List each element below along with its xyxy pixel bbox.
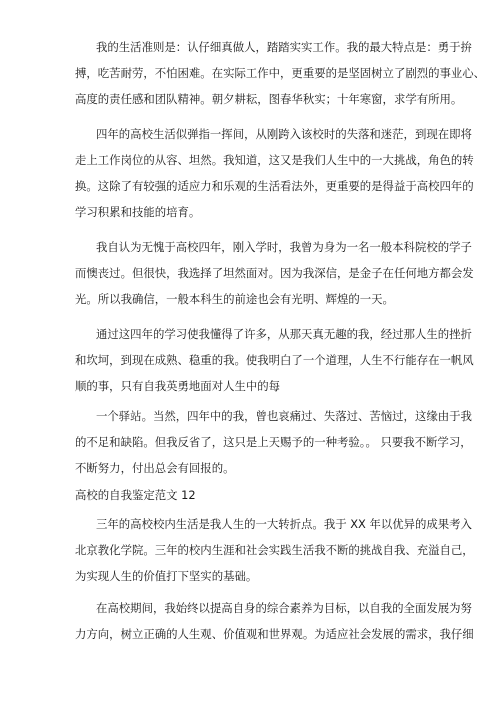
text-line: 学习积累和技能的培育。 xyxy=(75,205,201,219)
text-line: 光。所以我确信，一般本科生的前途也会有光明、辉煌的一天。 xyxy=(75,292,394,306)
text-line: 在高校期间，我始终以提高自身的综合素养为目标，以自我的全面发展为努 xyxy=(96,601,472,615)
text-line: 四年的高校生活似弹指一挥间，从刚跨入该校时的失落和迷茫，到现在即将 xyxy=(96,127,472,141)
text-line: 高度的责任感和团队精神。朝夕耕耘，图春华秋实；十年寒窗，求学有所用。 xyxy=(75,92,463,106)
text-line: 北京教化学院。三年的校内生涯和社会实践生活我不断的挑战自我、充溢自己， xyxy=(75,543,474,557)
text-line: 我自认为无愧于高校四年，刚入学时，我曾为身为一名一般本科院校的学子 xyxy=(96,240,472,254)
text-line: 的不足和缺陷。但我反省了，这只是上天赐予的一种考验。。 只要我不断学习， xyxy=(75,435,472,449)
text-line: 而懊丧过。但很快，我选择了坦然面对。因为我深信，是金子在任何地方都会发 xyxy=(75,266,474,280)
text-line: 不断努力，付出总会有回报的。 xyxy=(75,461,235,475)
text-line: 我的生活准则是：认仔细真做人，踏踏实实工作。我的最大特点是：勇于拚 xyxy=(96,40,472,54)
text-line: 三年的高校校内生活是我人生的一大转折点。我于 XX 年以优异的成果考入 xyxy=(96,517,472,531)
text-line: 为实现人生的价值打下坚实的基础。 xyxy=(75,569,258,583)
text-line: 和坎坷，到现在成熟、稳重的我。使我明白了一个道理，人生不行能存在一帆风 xyxy=(75,353,474,367)
text-line: 通过这四年的学习使我懂得了许多，从那天真无趣的我，经过那人生的挫折 xyxy=(96,327,472,341)
text-line: 力方向，树立正确的人生观、价值观和世界观。为适应社会发展的需求，我仔细 xyxy=(75,627,474,641)
text-line: 搏，吃苦耐劳，不怕困难。在实际工作中，更重要的是坚固树立了剧烈的事业心、 xyxy=(75,66,486,80)
section-heading: 高校的自我鉴定范文 12 xyxy=(75,488,196,502)
text-line: 走上工作岗位的从容、坦然。我知道，这又是我们人生中的一大挑战，角色的转 xyxy=(75,153,474,167)
text-line: 一个驿站。当然，四年中的我，曾也哀痛过、失落过、苦恼过，这缘由于我 xyxy=(96,409,472,423)
text-line: 顺的事，只有自我英勇地面对人生中的每 xyxy=(75,379,281,393)
text-line: 换。这除了有较强的适应力和乐观的生活看法外，更重要的是得益于高校四年的 xyxy=(75,179,474,193)
